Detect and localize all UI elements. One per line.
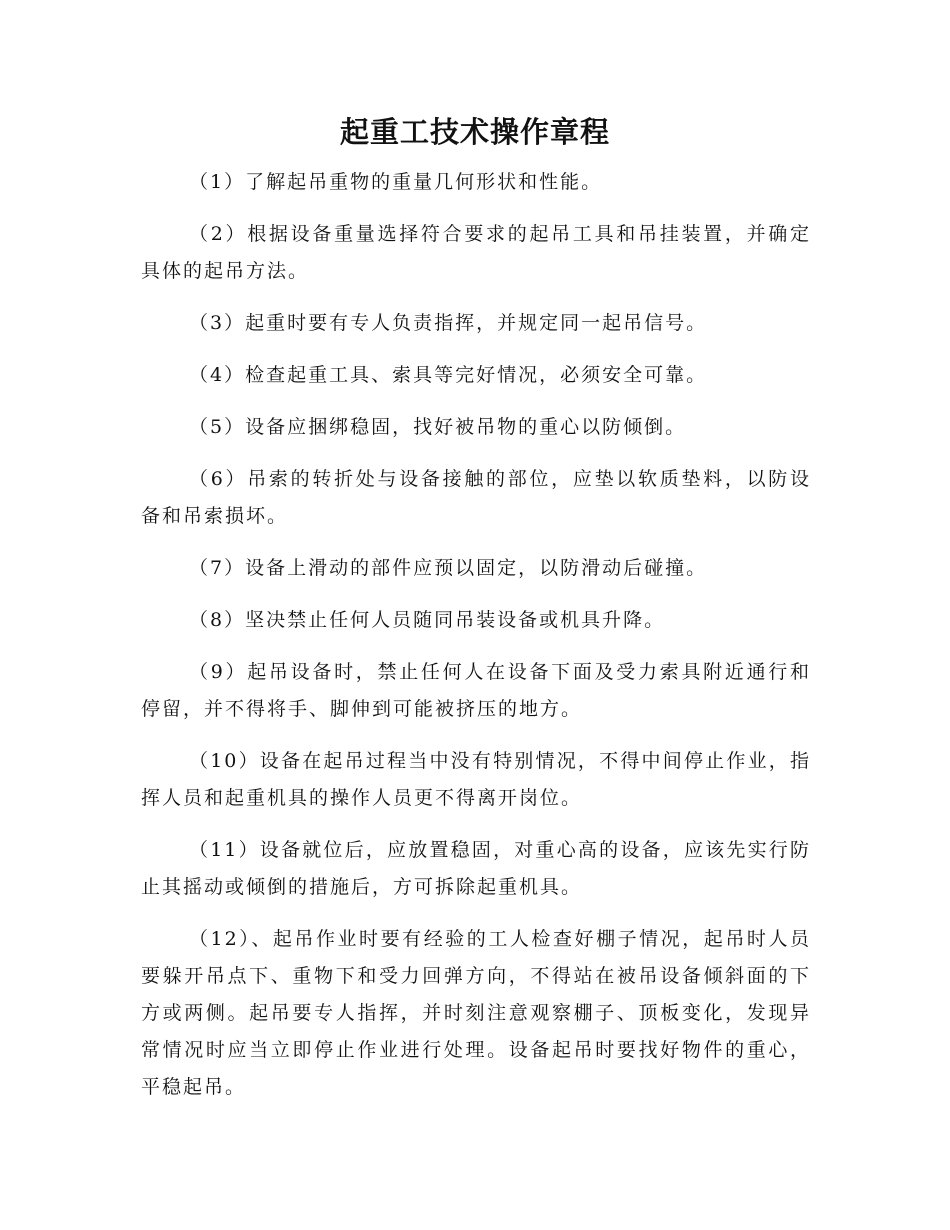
document-title: 起重工技术操作章程 xyxy=(339,115,610,149)
paragraph-7: （7）设备上滑动的部件应预以固定，以防滑动后碰撞。 xyxy=(189,557,708,579)
document-body xyxy=(141,164,811,1121)
paragraph-2: （2）根据设备重量选择符合要求的起吊工具和吊挂装置，并确定具体的起吊方法。 xyxy=(141,223,811,282)
paragraph-5: （5）设备应捆绑稳固，找好被吊物的重心以防倾倒。 xyxy=(189,416,687,438)
paragraph-4: （4）检查起重工具、索具等完好情况，必须安全可靠。 xyxy=(189,364,708,386)
paragraph-12: （12）、起吊作业时要有经验的工人检查好棚子情况，起吊时人员要躲开吊点下、重物下和受力回弹方向，不得站在被吊设备倾斜面的下方或两侧。起吊要专人指挥，并时刻注意观察棚子、顶板变化，发现异常情况时应当立即停止作业进行处理。设备起吊时要找好物件的重心，平稳起吊。 xyxy=(141,928,811,1098)
paragraph-3: （3）起重时要有专人负责指挥，并规定同一起吊信号。 xyxy=(189,312,708,334)
paragraph-9: （9）起吊设备时，禁止任何人在设备下面及受力索具附近通行和停留，并不得将手、脚伸到可能被挤压的地方。 xyxy=(141,661,811,720)
paragraph-11: （11）设备就位后，应放置稳固，对重心高的设备，应该先实行防止其摇动或倾倒的措施后，方可拆除起重机具。 xyxy=(141,839,811,898)
paragraph-8: （8）坚决禁止任何人员随同吊装设备或机具升降。 xyxy=(189,609,666,631)
paragraph-1: （1）了解起吊重物的重量几何形状和性能。 xyxy=(189,171,603,193)
paragraph-6: （6）吊索的转折处与设备接触的部位，应垫以软质垫料，以防设备和吊索损坏。 xyxy=(141,468,811,527)
paragraph-10: （10）设备在起吊过程当中没有特别情况，不得中间停止作业，指挥人员和起重机具的操作人员更不得离开岗位。 xyxy=(141,750,811,809)
